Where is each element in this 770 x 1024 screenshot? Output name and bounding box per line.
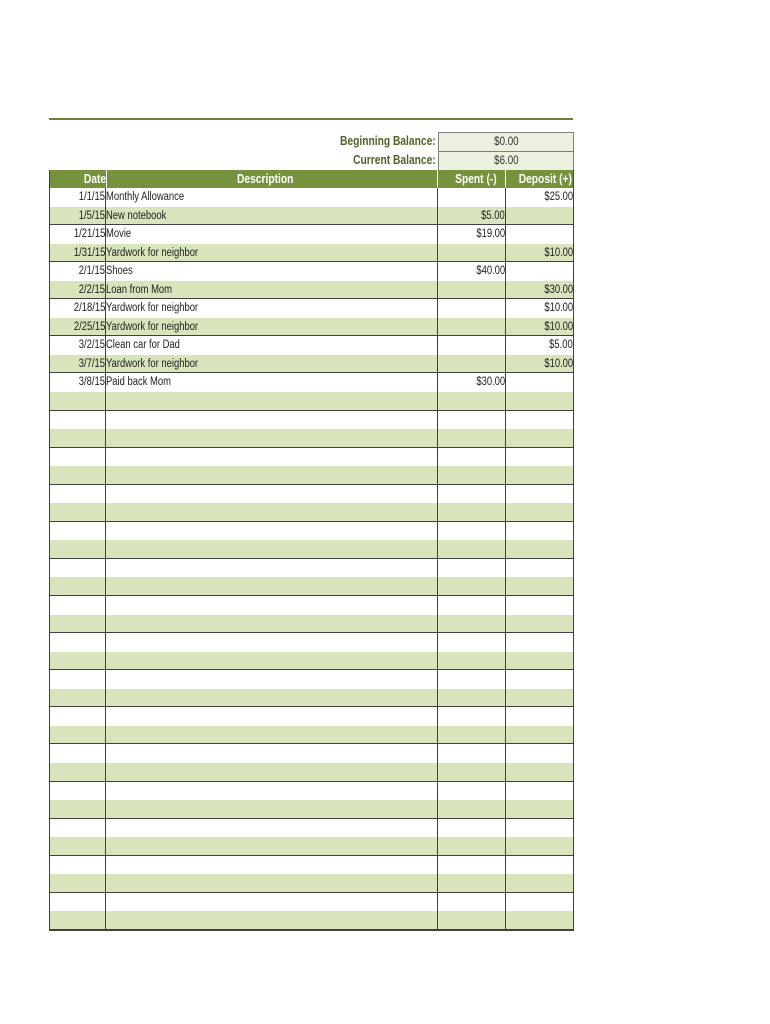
date-cell[interactable] bbox=[50, 225, 106, 244]
description-cell[interactable] bbox=[106, 336, 438, 355]
table-row bbox=[50, 837, 573, 856]
current-balance-row bbox=[49, 151, 573, 170]
date-cell[interactable] bbox=[50, 893, 106, 912]
description-cell[interactable] bbox=[106, 782, 438, 801]
description-cell[interactable] bbox=[106, 466, 438, 484]
description-cell-value: Paid back Mom bbox=[106, 376, 171, 389]
deposit-cell[interactable] bbox=[506, 448, 573, 467]
table-row bbox=[50, 540, 573, 559]
table-row bbox=[50, 633, 573, 652]
date-cell[interactable] bbox=[50, 782, 106, 801]
spent-cell[interactable] bbox=[438, 503, 506, 521]
deposit-cell[interactable] bbox=[506, 503, 573, 521]
date-cell[interactable] bbox=[50, 411, 106, 430]
description-cell[interactable] bbox=[106, 670, 438, 689]
deposit-cell[interactable] bbox=[506, 726, 573, 744]
date-cell-value: 1/1/15 bbox=[78, 191, 105, 203]
table-row bbox=[50, 893, 573, 912]
deposit-cell[interactable] bbox=[506, 355, 573, 373]
spent-cell[interactable] bbox=[438, 207, 506, 225]
date-cell-value: 2/18/15 bbox=[73, 302, 105, 315]
date-cell[interactable] bbox=[50, 318, 106, 336]
spent-cell[interactable] bbox=[438, 392, 506, 410]
date-cell[interactable] bbox=[50, 652, 106, 670]
table-body bbox=[50, 188, 573, 930]
deposit-cell[interactable] bbox=[506, 485, 573, 504]
spent-cell[interactable] bbox=[438, 373, 506, 392]
spent-cell[interactable] bbox=[438, 652, 506, 670]
description-cell[interactable] bbox=[106, 819, 438, 838]
table-row bbox=[50, 429, 573, 448]
date-cell[interactable] bbox=[50, 670, 106, 689]
spent-cell[interactable] bbox=[438, 707, 506, 726]
table-row bbox=[50, 856, 573, 875]
spent-cell-value: $40.00 bbox=[476, 265, 505, 278]
beginning-balance-row bbox=[49, 132, 573, 151]
deposit-cell[interactable] bbox=[506, 392, 573, 410]
spent-cell[interactable] bbox=[438, 448, 506, 467]
deposit-cell[interactable] bbox=[506, 336, 573, 355]
date-cell[interactable] bbox=[50, 188, 106, 207]
date-cell[interactable] bbox=[50, 392, 106, 410]
date-cell[interactable] bbox=[50, 336, 106, 355]
spent-cell[interactable] bbox=[438, 670, 506, 689]
date-cell[interactable] bbox=[50, 800, 106, 818]
spent-cell[interactable] bbox=[438, 466, 506, 484]
deposit-cell-value: $25.00 bbox=[544, 191, 573, 203]
description-cell[interactable] bbox=[106, 503, 438, 521]
table-row bbox=[50, 782, 573, 801]
table-row bbox=[50, 522, 573, 541]
header-deposit: Deposit (+) bbox=[518, 172, 573, 186]
spent-cell[interactable] bbox=[438, 782, 506, 801]
spent-cell[interactable] bbox=[438, 336, 506, 355]
date-cell[interactable] bbox=[50, 373, 106, 392]
description-cell[interactable] bbox=[106, 429, 438, 447]
table-row bbox=[50, 596, 573, 615]
date-cell[interactable] bbox=[50, 633, 106, 652]
deposit-cell[interactable] bbox=[506, 670, 573, 689]
description-cell[interactable] bbox=[106, 411, 438, 430]
deposit-cell[interactable] bbox=[506, 856, 573, 875]
deposit-cell-value: $30.00 bbox=[544, 283, 573, 296]
description-cell[interactable] bbox=[106, 652, 438, 670]
spent-cell[interactable] bbox=[438, 744, 506, 763]
description-cell-value: Yardwork for neighbor bbox=[106, 246, 199, 259]
date-cell[interactable] bbox=[50, 874, 106, 892]
date-cell[interactable] bbox=[50, 596, 106, 615]
table-row bbox=[50, 299, 573, 318]
description-cell[interactable] bbox=[106, 392, 438, 410]
table-row bbox=[50, 670, 573, 689]
deposit-cell[interactable] bbox=[506, 707, 573, 726]
table-row bbox=[50, 763, 573, 782]
date-cell[interactable] bbox=[50, 244, 106, 262]
spent-cell[interactable] bbox=[438, 281, 506, 299]
deposit-cell[interactable] bbox=[506, 281, 573, 299]
table-row bbox=[50, 411, 573, 430]
deposit-cell-value: $10.00 bbox=[544, 357, 573, 370]
table-header bbox=[50, 170, 573, 188]
date-cell[interactable] bbox=[50, 355, 106, 373]
deposit-cell[interactable] bbox=[506, 299, 573, 318]
description-cell[interactable] bbox=[106, 911, 438, 929]
deposit-cell[interactable] bbox=[506, 207, 573, 225]
date-cell[interactable] bbox=[50, 281, 106, 299]
date-cell-value: 1/21/15 bbox=[73, 228, 105, 241]
deposit-cell[interactable] bbox=[506, 763, 573, 781]
table-row bbox=[50, 652, 573, 671]
description-cell[interactable] bbox=[106, 633, 438, 652]
date-cell[interactable] bbox=[50, 577, 106, 595]
description-cell[interactable] bbox=[106, 596, 438, 615]
deposit-cell[interactable] bbox=[506, 782, 573, 801]
spent-cell[interactable] bbox=[438, 689, 506, 707]
current-balance-value: $6.00 bbox=[493, 155, 519, 167]
description-cell[interactable] bbox=[106, 726, 438, 744]
date-cell[interactable] bbox=[50, 448, 106, 467]
table-row bbox=[50, 392, 573, 411]
spent-cell[interactable] bbox=[438, 522, 506, 541]
header-description: Description bbox=[107, 170, 438, 188]
description-cell-value: Yardwork for neighbor bbox=[106, 320, 199, 333]
deposit-cell[interactable] bbox=[506, 429, 573, 447]
deposit-cell[interactable] bbox=[506, 262, 573, 281]
spent-cell[interactable] bbox=[438, 856, 506, 875]
date-cell[interactable] bbox=[50, 559, 106, 578]
description-cell[interactable] bbox=[106, 874, 438, 892]
deposit-cell[interactable] bbox=[506, 522, 573, 541]
spent-cell-value: $30.00 bbox=[476, 376, 505, 389]
date-cell[interactable] bbox=[50, 299, 106, 318]
transactions-table bbox=[49, 170, 574, 931]
deposit-cell[interactable] bbox=[506, 800, 573, 818]
description-cell[interactable] bbox=[106, 188, 438, 207]
spent-cell-value: $19.00 bbox=[476, 228, 505, 241]
spent-cell[interactable] bbox=[438, 577, 506, 595]
spent-cell[interactable] bbox=[438, 726, 506, 744]
date-cell[interactable] bbox=[50, 485, 106, 504]
description-cell[interactable] bbox=[106, 559, 438, 578]
deposit-cell[interactable] bbox=[506, 744, 573, 763]
date-cell[interactable] bbox=[50, 744, 106, 763]
deposit-cell[interactable] bbox=[506, 577, 573, 595]
table-row bbox=[50, 207, 573, 226]
deposit-cell[interactable] bbox=[506, 615, 573, 633]
spent-cell[interactable] bbox=[438, 874, 506, 892]
spent-cell[interactable] bbox=[438, 429, 506, 447]
table-row bbox=[50, 336, 573, 355]
spent-cell[interactable] bbox=[438, 763, 506, 781]
current-balance-label: Current Balance: bbox=[353, 153, 436, 167]
spent-cell[interactable] bbox=[438, 633, 506, 652]
description-cell[interactable] bbox=[106, 373, 438, 392]
date-cell[interactable] bbox=[50, 689, 106, 707]
description-cell-value: Loan from Mom bbox=[106, 283, 173, 296]
date-cell-value: 3/7/15 bbox=[78, 357, 105, 370]
date-cell-value: 2/1/15 bbox=[78, 265, 105, 278]
deposit-cell[interactable] bbox=[506, 559, 573, 578]
spent-cell[interactable] bbox=[438, 819, 506, 838]
spent-cell[interactable] bbox=[438, 262, 506, 281]
description-cell[interactable] bbox=[106, 244, 438, 262]
date-cell[interactable] bbox=[50, 615, 106, 633]
description-cell[interactable] bbox=[106, 856, 438, 875]
spent-cell[interactable] bbox=[438, 485, 506, 504]
description-cell-value: Monthly Allowance bbox=[106, 191, 185, 203]
beginning-balance-value: $0.00 bbox=[493, 136, 519, 148]
spent-cell[interactable] bbox=[438, 225, 506, 244]
table-row bbox=[50, 225, 573, 244]
description-cell-value: Yardwork for neighbor bbox=[106, 357, 199, 370]
description-cell[interactable] bbox=[106, 355, 438, 373]
spent-cell[interactable] bbox=[438, 800, 506, 818]
date-cell[interactable] bbox=[50, 466, 106, 484]
spent-cell[interactable] bbox=[438, 615, 506, 633]
date-cell[interactable] bbox=[50, 503, 106, 521]
table-row bbox=[50, 281, 573, 300]
date-cell-value: 1/31/15 bbox=[73, 246, 105, 259]
deposit-cell[interactable] bbox=[506, 225, 573, 244]
description-cell[interactable] bbox=[106, 577, 438, 595]
table-row bbox=[50, 689, 573, 708]
beginning-balance-cell[interactable] bbox=[438, 132, 574, 151]
description-cell[interactable] bbox=[106, 448, 438, 467]
table-row bbox=[50, 911, 573, 930]
description-cell[interactable] bbox=[106, 837, 438, 855]
table-row bbox=[50, 373, 573, 392]
date-cell[interactable] bbox=[50, 856, 106, 875]
date-cell[interactable] bbox=[50, 837, 106, 855]
spent-cell[interactable] bbox=[438, 244, 506, 262]
date-cell[interactable] bbox=[50, 262, 106, 281]
deposit-cell[interactable] bbox=[506, 466, 573, 484]
description-cell[interactable] bbox=[106, 800, 438, 818]
date-cell-value: 3/8/15 bbox=[78, 376, 105, 389]
deposit-cell[interactable] bbox=[506, 819, 573, 838]
description-cell-value: Movie bbox=[106, 228, 132, 241]
deposit-cell[interactable] bbox=[506, 596, 573, 615]
spent-cell[interactable] bbox=[438, 559, 506, 578]
description-cell[interactable] bbox=[106, 522, 438, 541]
date-cell-value: 1/5/15 bbox=[78, 209, 105, 222]
date-cell[interactable] bbox=[50, 819, 106, 838]
deposit-cell[interactable] bbox=[506, 244, 573, 262]
deposit-cell[interactable] bbox=[506, 893, 573, 912]
table-row bbox=[50, 800, 573, 819]
date-cell-value: 2/25/15 bbox=[73, 320, 105, 333]
date-cell[interactable] bbox=[50, 207, 106, 225]
table-row bbox=[50, 726, 573, 745]
date-cell-value: 2/2/15 bbox=[78, 283, 105, 296]
deposit-cell[interactable] bbox=[506, 874, 573, 892]
deposit-cell[interactable] bbox=[506, 652, 573, 670]
table-row bbox=[50, 355, 573, 374]
table-row bbox=[50, 244, 573, 263]
description-cell[interactable] bbox=[106, 318, 438, 336]
spent-cell[interactable] bbox=[438, 299, 506, 318]
table-row bbox=[50, 744, 573, 763]
table-row bbox=[50, 485, 573, 504]
deposit-cell-value: $10.00 bbox=[544, 246, 573, 259]
spent-cell[interactable] bbox=[438, 540, 506, 558]
deposit-cell-value: $10.00 bbox=[544, 302, 573, 315]
description-cell[interactable] bbox=[106, 615, 438, 633]
spent-cell[interactable] bbox=[438, 188, 506, 207]
table-row bbox=[50, 559, 573, 578]
spent-cell[interactable] bbox=[438, 596, 506, 615]
table-row bbox=[50, 819, 573, 838]
table-row bbox=[50, 448, 573, 467]
description-cell[interactable] bbox=[106, 299, 438, 318]
table-row bbox=[50, 615, 573, 634]
description-cell[interactable] bbox=[106, 225, 438, 244]
header-date: Date bbox=[50, 170, 107, 188]
deposit-cell[interactable] bbox=[506, 837, 573, 855]
description-cell-value: Shoes bbox=[106, 265, 133, 278]
date-cell[interactable] bbox=[50, 707, 106, 726]
deposit-cell[interactable] bbox=[506, 411, 573, 430]
description-cell[interactable] bbox=[106, 262, 438, 281]
deposit-cell[interactable] bbox=[506, 188, 573, 207]
description-cell-value: Clean car for Dad bbox=[106, 339, 180, 352]
description-cell[interactable] bbox=[106, 744, 438, 763]
description-cell[interactable] bbox=[106, 893, 438, 912]
deposit-cell[interactable] bbox=[506, 318, 573, 336]
deposit-cell-value: $5.00 bbox=[549, 339, 573, 352]
date-cell[interactable] bbox=[50, 726, 106, 744]
description-cell[interactable] bbox=[106, 485, 438, 504]
description-cell[interactable] bbox=[106, 540, 438, 558]
spent-cell[interactable] bbox=[438, 411, 506, 430]
spent-cell[interactable] bbox=[438, 318, 506, 336]
date-cell[interactable] bbox=[50, 911, 106, 929]
table-row bbox=[50, 466, 573, 485]
description-cell[interactable] bbox=[106, 707, 438, 726]
description-cell-value: New notebook bbox=[106, 209, 167, 222]
table-row bbox=[50, 577, 573, 596]
spent-cell[interactable] bbox=[438, 837, 506, 855]
current-balance-cell[interactable] bbox=[438, 151, 574, 170]
table-row bbox=[50, 318, 573, 337]
spent-cell[interactable] bbox=[438, 355, 506, 373]
spent-cell-value: $5.00 bbox=[481, 209, 505, 222]
date-cell-value: 3/2/15 bbox=[78, 339, 105, 352]
table-row bbox=[50, 707, 573, 726]
deposit-cell[interactable] bbox=[506, 373, 573, 392]
deposit-cell[interactable] bbox=[506, 633, 573, 652]
deposit-cell[interactable] bbox=[506, 540, 573, 558]
description-cell[interactable] bbox=[106, 689, 438, 707]
date-cell[interactable] bbox=[50, 540, 106, 558]
header-spent: Spent (-) bbox=[438, 170, 507, 188]
table-row bbox=[50, 874, 573, 893]
table-row bbox=[50, 188, 573, 207]
deposit-cell-value: $10.00 bbox=[544, 320, 573, 333]
table-row bbox=[50, 262, 573, 281]
table-row bbox=[50, 503, 573, 522]
date-cell[interactable] bbox=[50, 429, 106, 447]
description-cell[interactable] bbox=[106, 281, 438, 299]
date-cell[interactable] bbox=[50, 763, 106, 781]
top-rule bbox=[49, 118, 573, 120]
deposit-cell[interactable] bbox=[506, 911, 573, 929]
description-cell[interactable] bbox=[106, 763, 438, 781]
deposit-cell[interactable] bbox=[506, 689, 573, 707]
beginning-balance-label: Beginning Balance: bbox=[340, 134, 436, 148]
description-cell[interactable] bbox=[106, 207, 438, 225]
spent-cell[interactable] bbox=[438, 893, 506, 912]
description-cell-value: Yardwork for neighbor bbox=[106, 302, 199, 315]
date-cell[interactable] bbox=[50, 522, 106, 541]
spent-cell[interactable] bbox=[438, 911, 506, 929]
